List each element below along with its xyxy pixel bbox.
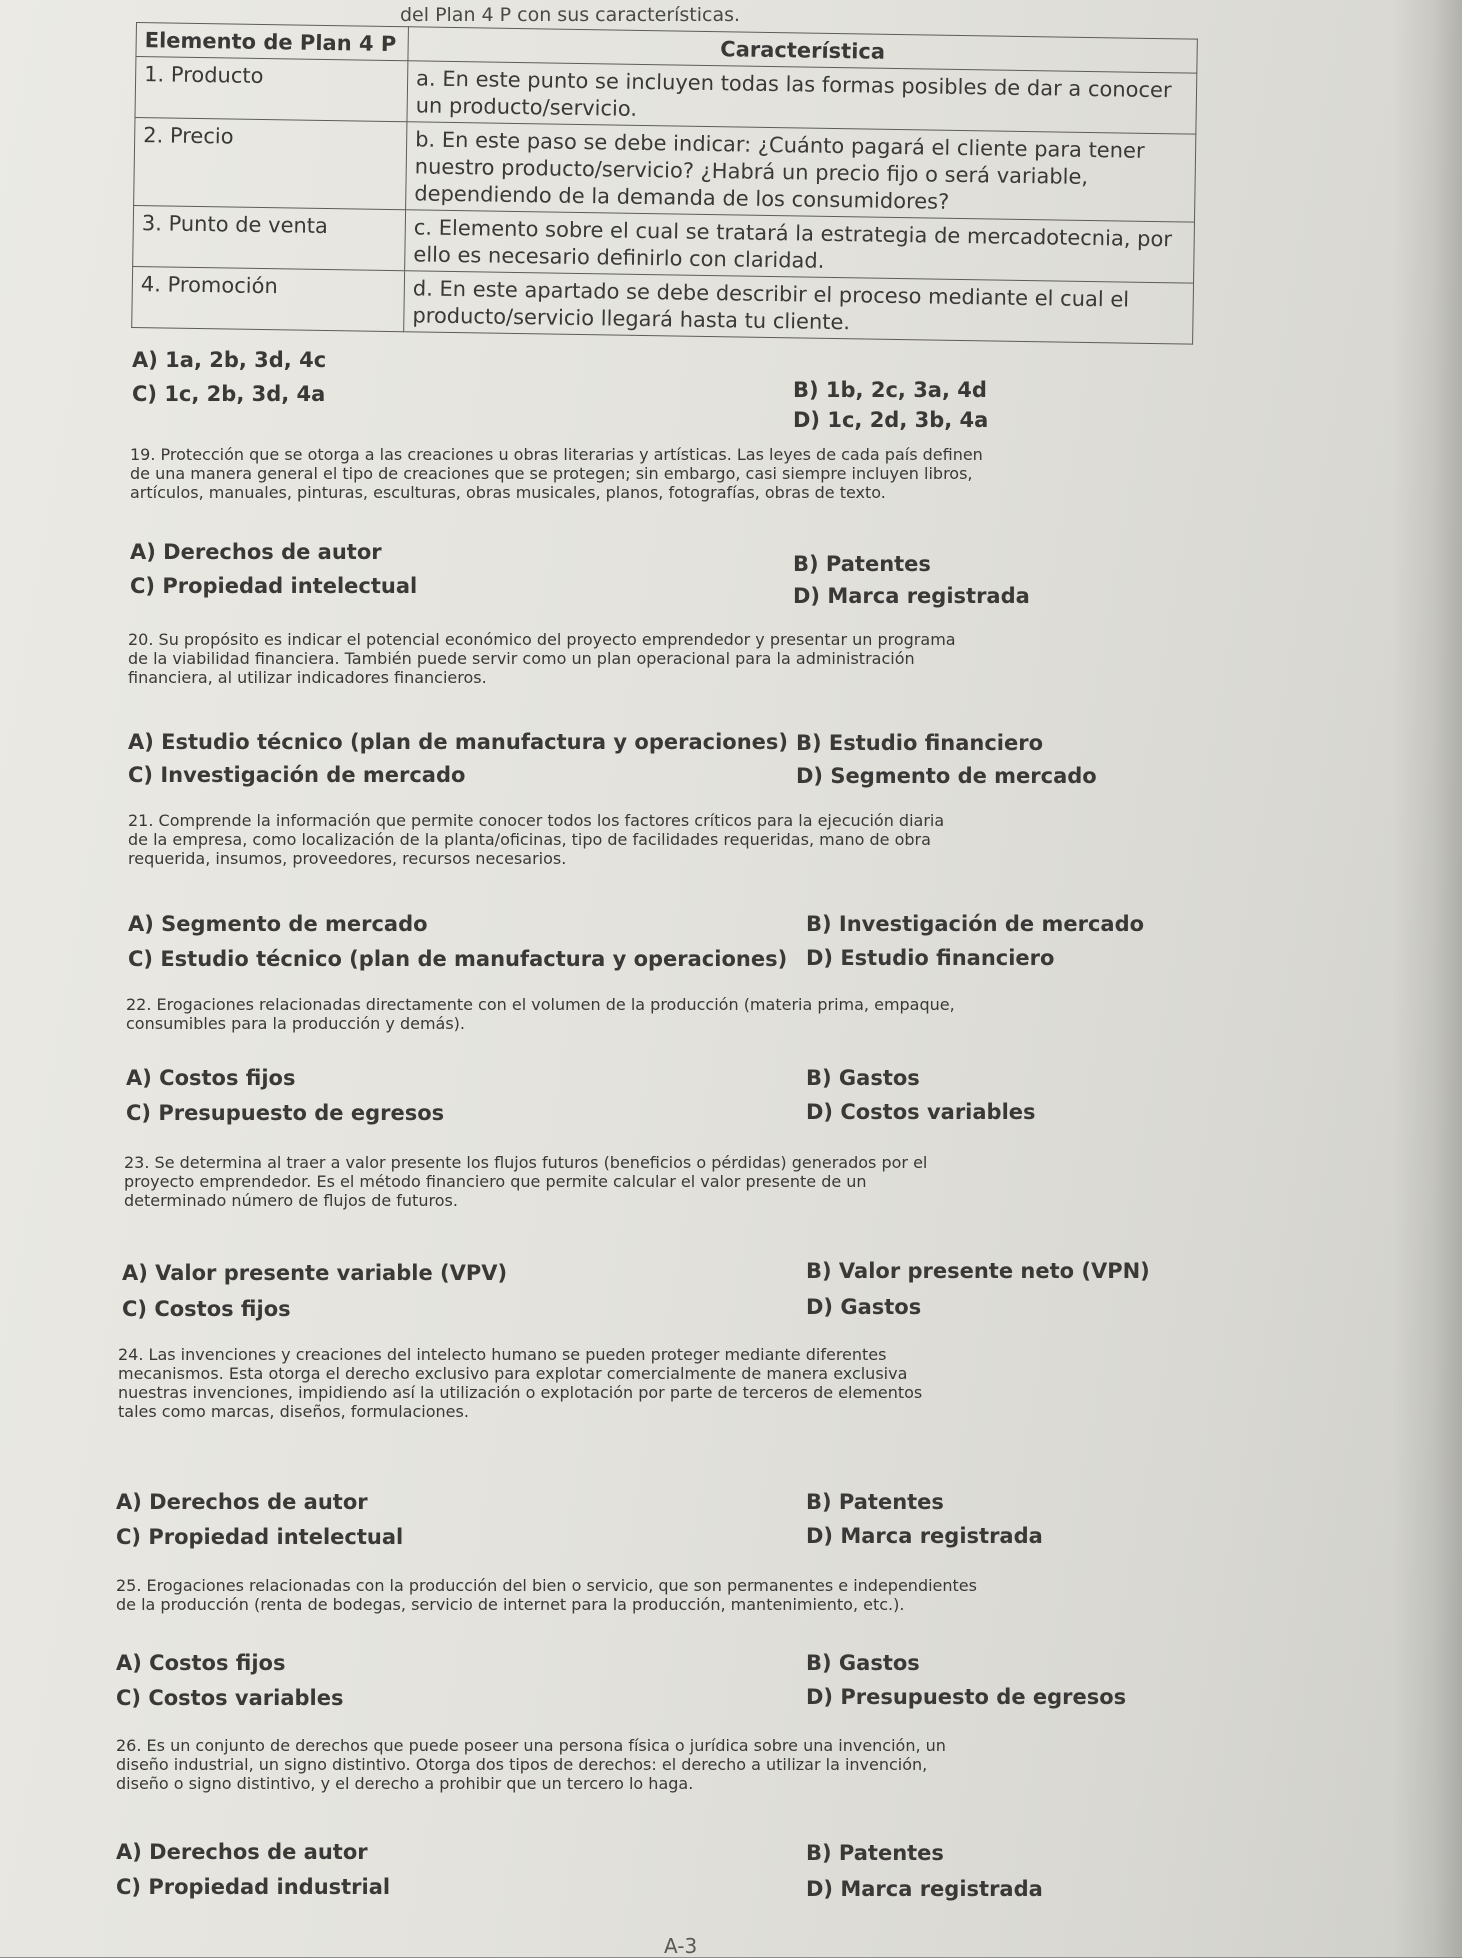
q19-option-c[interactable]: C) Propiedad intelectual [130, 574, 418, 598]
q25-option-a[interactable]: A) Costos fijos [116, 1651, 286, 1675]
row-element: 3. Punto de venta [133, 205, 406, 270]
question-25: 25. Erogaciones relacionadas con la producción del bien o servicio, que son permanentes e independientes de la producción (renta de bodegas, servicio de internet para la producción, mantenimiento, etc.). [116, 1576, 977, 1614]
q18-option-a[interactable]: A) 1a, 2b, 3d, 4c [132, 348, 327, 372]
question-24: 24. Las invenciones y creaciones del intelecto humano se pueden proteger mediante diferentes mecanismos. Esta otorga el derecho exclusivo para explotar comercialmente de manera exclusiva nuestras invenciones, impidiendo así la utilización o explotación por parte de terceros de elementos tales como marcas, diseños, formulaciones. [118, 1345, 923, 1421]
q23-option-a[interactable]: A) Valor presente variable (VPV) [122, 1261, 508, 1285]
question-21: 21. Comprende la información que permite conocer todos los factores críticos para la ejecución diaria de la empresa, como localización de la planta/oficinas, tipo de facilidades requeridas, mano de obra requerida, insumos, proveedores, recursos necesarios. [128, 811, 945, 868]
q21-option-d[interactable]: D) Estudio financiero [806, 946, 1055, 970]
q20-option-d[interactable]: D) Segmento de mercado [796, 764, 1097, 788]
q24-option-a[interactable]: A) Derechos de autor [116, 1490, 368, 1514]
q22-option-a[interactable]: A) Costos fijos [126, 1066, 296, 1090]
q18-option-c[interactable]: C) 1c, 2b, 3d, 4a [132, 382, 326, 406]
question-26: 26. Es un conjunto de derechos que puede poseer una persona física o jurídica sobre una invención, un diseño industrial, un signo distintivo. Otorga dos tipos de derechos: el derecho a utilizar la invención, diseño o signo distintivo, y el derecho a prohibir que un tercero lo haga. [116, 1736, 946, 1793]
intro-text: del Plan 4 P con sus características. [400, 4, 741, 26]
q20-option-b[interactable]: B) Estudio financiero [796, 731, 1044, 755]
q21-option-b[interactable]: B) Investigación de mercado [806, 912, 1145, 936]
question-19: 19. Protección que se otorga a las creaciones u obras literarias y artísticas. Las leyes de cada país definen de una manera general el tipo de creaciones que se protegen; sin embargo, casi siempre incluyen libros, artículos, manuales, pinturas, esculturas, obras musicales, planos, fotografías, obras de texto. [130, 445, 983, 502]
row-characteristic: c. Elemento sobre el cual se tratará la estrategia de mercadotecnia, por ello es necesario definirlo con claridad. [405, 210, 1195, 283]
q26-option-c[interactable]: C) Propiedad industrial [116, 1875, 391, 1899]
q22-option-b[interactable]: B) Gastos [806, 1066, 920, 1090]
row-characteristic: a. En este punto se incluyen todas las formas posibles de dar a conocer un producto/servicio. [407, 61, 1197, 134]
page-number: A-3 [664, 1934, 698, 1958]
header-element: Elemento de Plan 4 P [136, 23, 409, 61]
q23-option-b[interactable]: B) Valor presente neto (VPN) [806, 1259, 1150, 1283]
q23-option-d[interactable]: D) Gastos [806, 1295, 922, 1319]
q25-option-c[interactable]: C) Costos variables [116, 1686, 344, 1710]
q19-option-a[interactable]: A) Derechos de autor [130, 540, 382, 564]
row-characteristic: d. En este apartado se debe describir el proceso mediante el cual el producto/servicio llegará hasta tu cliente. [404, 271, 1194, 344]
question-22: 22. Erogaciones relacionadas directamente con el volumen de la producción (materia prima, empaque, consumibles para la producción y demás). [126, 995, 955, 1033]
page-fold-shadow [1392, 0, 1462, 1957]
q19-option-b[interactable]: B) Patentes [793, 552, 931, 576]
row-element: 2. Precio [134, 117, 407, 209]
q26-option-d[interactable]: D) Marca registrada [806, 1877, 1043, 1901]
q26-option-a[interactable]: A) Derechos de autor [116, 1840, 368, 1864]
q26-option-b[interactable]: B) Patentes [806, 1841, 944, 1865]
header-characteristic: Característica [408, 27, 1197, 73]
q21-option-a[interactable]: A) Segmento de mercado [128, 912, 428, 936]
q25-option-d[interactable]: D) Presupuesto de egresos [806, 1685, 1127, 1709]
q24-option-b[interactable]: B) Patentes [806, 1490, 944, 1514]
question-20: 20. Su propósito es indicar el potencial económico del proyecto emprendedor y presentar un programa de la viabilidad financiera. También puede servir como un plan operacional para la administración financiera, al utilizar indicadores financieros. [128, 630, 956, 687]
q20-option-a[interactable]: A) Estudio técnico (plan de manufactura y operaciones) [128, 730, 789, 754]
q19-option-d[interactable]: D) Marca registrada [793, 584, 1030, 608]
row-characteristic: b. En este paso se debe indicar: ¿Cuánto pagará el cliente para tener nuestro producto/servicio? ¿Habrá un precio fijo o será variable, dependiendo de la demanda de los consumidores? [406, 122, 1196, 222]
q18-option-d[interactable]: D) 1c, 2d, 3b, 4a [793, 408, 989, 432]
table-row [134, 117, 1196, 222]
q22-option-c[interactable]: C) Presupuesto de egresos [126, 1101, 445, 1125]
row-element: 4. Promoción [132, 266, 405, 331]
q22-option-d[interactable]: D) Costos variables [806, 1100, 1036, 1124]
plan-4p-table [131, 22, 1198, 345]
q24-option-c[interactable]: C) Propiedad intelectual [116, 1525, 404, 1549]
q24-option-d[interactable]: D) Marca registrada [806, 1524, 1043, 1548]
row-element: 1. Producto [135, 57, 408, 122]
q25-option-b[interactable]: B) Gastos [806, 1651, 920, 1675]
q18-option-b[interactable]: B) 1b, 2c, 3a, 4d [793, 378, 987, 402]
q20-option-c[interactable]: C) Investigación de mercado [128, 763, 466, 787]
question-23: 23. Se determina al traer a valor presente los flujos futuros (beneficios o pérdidas) generados por el proyecto emprendedor. Es el método financiero que permite calcular el valor presente de un determinado número de flujos de futuros. [124, 1153, 928, 1210]
q23-option-c[interactable]: C) Costos fijos [122, 1297, 291, 1321]
q21-option-c[interactable]: C) Estudio técnico (plan de manufactura y operaciones) [128, 947, 788, 971]
